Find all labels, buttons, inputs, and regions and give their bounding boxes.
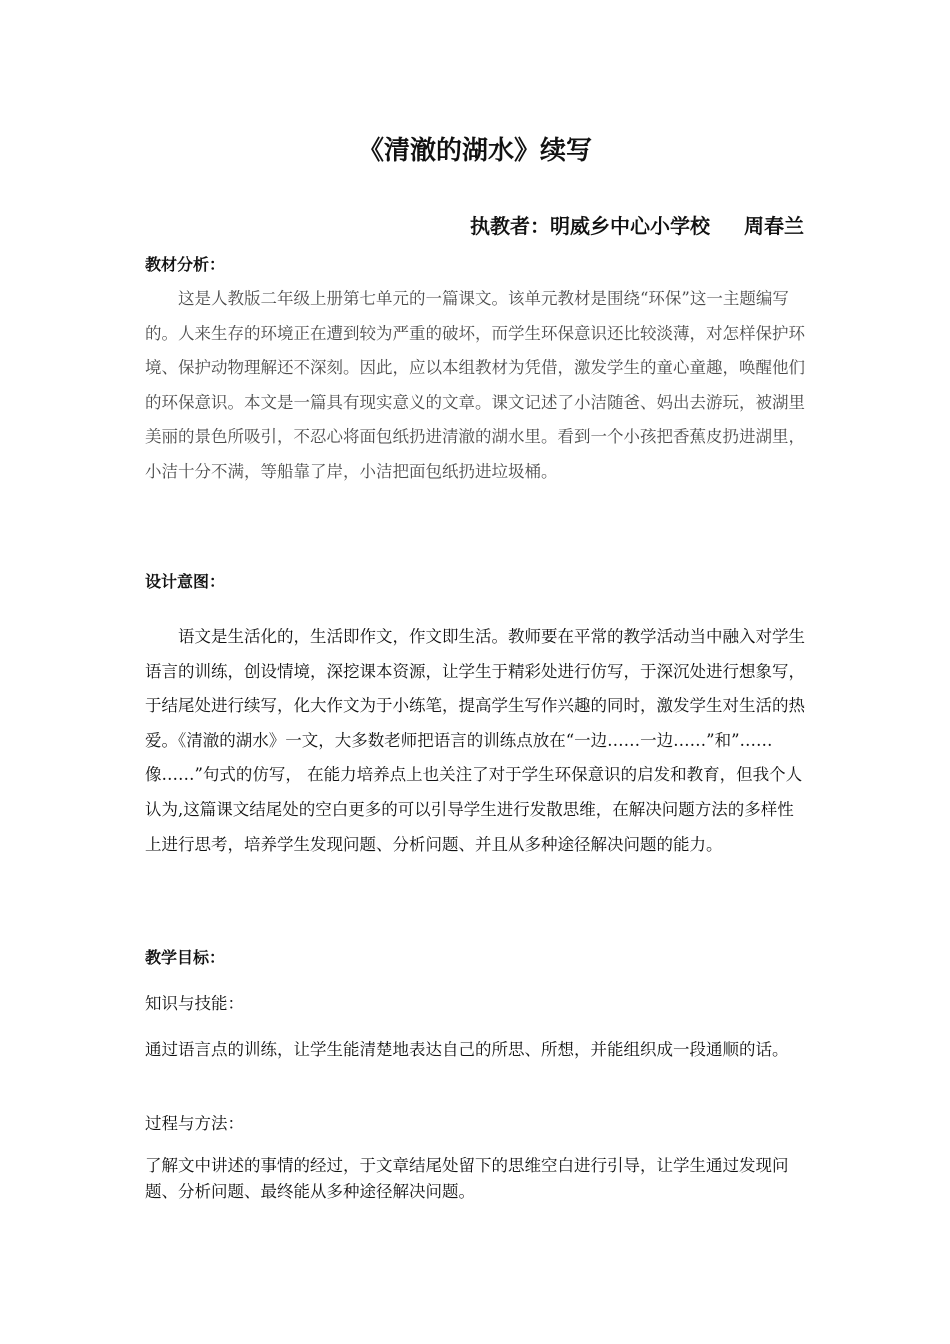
process-paragraph: 了解文中讲述的事情的经过，于文章结尾处留下的思维空白进行引导，让学生通过发现问题、分析问题、最终能从多种途径解决问题。 — [145, 1156, 789, 1201]
process-label: 过程与方法： — [145, 1114, 244, 1133]
author-line — [470, 210, 804, 239]
analysis-paragraph: 这是人教版二年级上册第七单元的一篇课文。该单元教材是围绕“环保”这一主题编写的。人来生存的环境正在遭到较为严重的破坏，而学生环保意识还比较淡薄，对怎样保护环境、保护动物理解还不深刻。因此，应以本组教材为凭借，激发学生的童心童趣，唤醒他们的环保意识。本文是一篇具有现实意义的文章。课文记述了小洁随爸、妈出去游玩，被湖里美丽的景色所吸引，不忍心将面包纸扔进清澈的湖水里。看到一个小孩把香蕉皮扔进湖里，小洁十分不满，等船靠了岸，小洁把面包纸扔进垃圾桶。 — [145, 289, 805, 481]
document-title: 《清澈的湖水》续写 — [357, 136, 592, 166]
design-paragraph: 语文是生活化的，生活即作文，作文即生活。教师要在平常的教学活动当中融入对学生语言的训练，创设情境，深挖课本资源，让学生于精彩处进行仿写，于深沉处进行想象写，于结尾处进行续写，化大作文为于小练笔，提高学生写作兴趣的同时，激发学生对生活的热爱。《清澈的湖水》一文，大多数老师把语言的训练点放在“一边……一边……”和”……像……”句式的仿写， 在能力培养点上也关注了对于学生环保意识的启发和教育，但我个人认为,这篇课文结尾处的空白更多的可以引导学生进行发散思维，在解决问题方法的多样性上进行思考，培养学生发现问题、分析问题、并且从多种途径解决问题的能力。 — [145, 627, 805, 854]
section-heading-analysis: 教材分析： — [145, 255, 226, 274]
author-label: 执教者：明威乡中心小学校 — [470, 214, 710, 238]
knowledge-label: 知识与技能： — [145, 994, 244, 1013]
section-heading-goals: 教学目标： — [145, 948, 226, 967]
section-heading-design: 设计意图： — [145, 572, 226, 591]
knowledge-paragraph: 通过语言点的训练，让学生能清楚地表达自己的所思、所想，并能组织成一段通顺的话。 — [145, 1040, 789, 1059]
author-name: 周春兰 — [744, 214, 804, 238]
